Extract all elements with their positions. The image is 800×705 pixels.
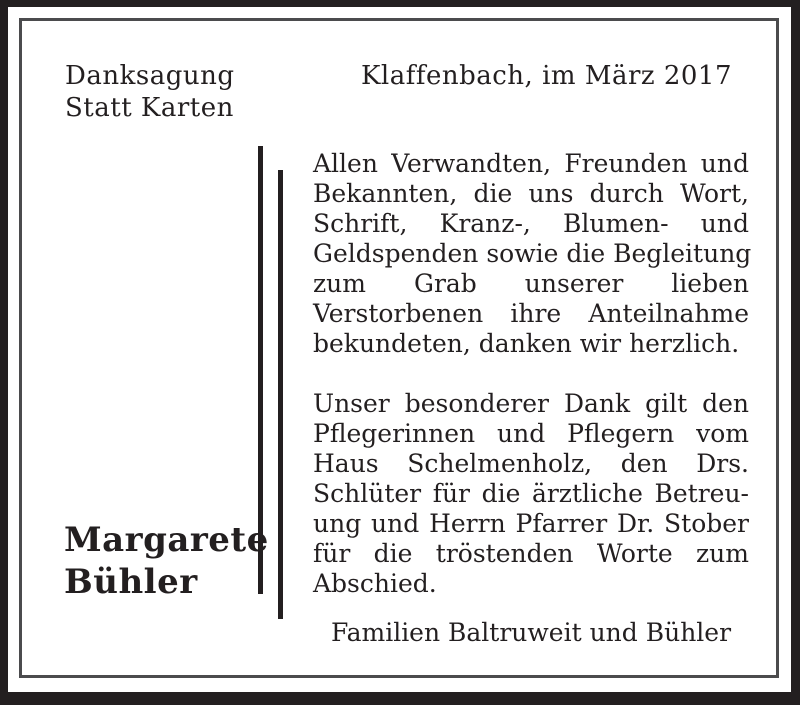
paragraph-1 [313,149,752,359]
body-line: Pflegerinnen und Pflegern vom [313,419,749,448]
paragraph-2 [313,389,749,599]
signature: Familien Baltruweit und Bühler [330,618,732,647]
vertical-rule-right [278,170,283,619]
body-line: Unser besonderer Dank gilt den [313,389,749,418]
body-line: für die tröstenden Worte zum [313,539,749,568]
body-line: bekundeten, danken wir herzlich. [313,329,740,358]
header-line-danksagung: Danksagung [65,61,235,91]
body-line: Geldspenden sowie die Begleitung [313,239,752,268]
deceased-name-line2: Bühler [64,562,198,602]
deceased-name [64,519,269,603]
body-line: ung und Herrn Pfarrer Dr. Stober [313,509,749,538]
dateline: Klaffenbach, im März 2017 [360,61,732,91]
body-line: Bekannten, die uns durch Wort, [313,179,749,208]
body-line: Schrift, Kranz-, Blumen- und [313,209,749,238]
header-line-statt-karten: Statt Karten [65,93,234,123]
body-line: Haus Schelmenholz, den Drs. [313,449,749,478]
body-line: Verstorbenen ihre Anteilnahme [313,299,749,328]
body-line: Allen Verwandten, Freunden und [313,149,749,178]
body-line: Abschied. [313,569,437,598]
body-line: Schlüter für die ärztliche Betreu- [313,479,749,508]
deceased-name-line1: Margarete [64,520,269,560]
header-label [65,60,234,124]
paper-background [8,7,791,692]
body-line: zum Grab unserer lieben [313,269,749,298]
body-text [313,149,752,648]
